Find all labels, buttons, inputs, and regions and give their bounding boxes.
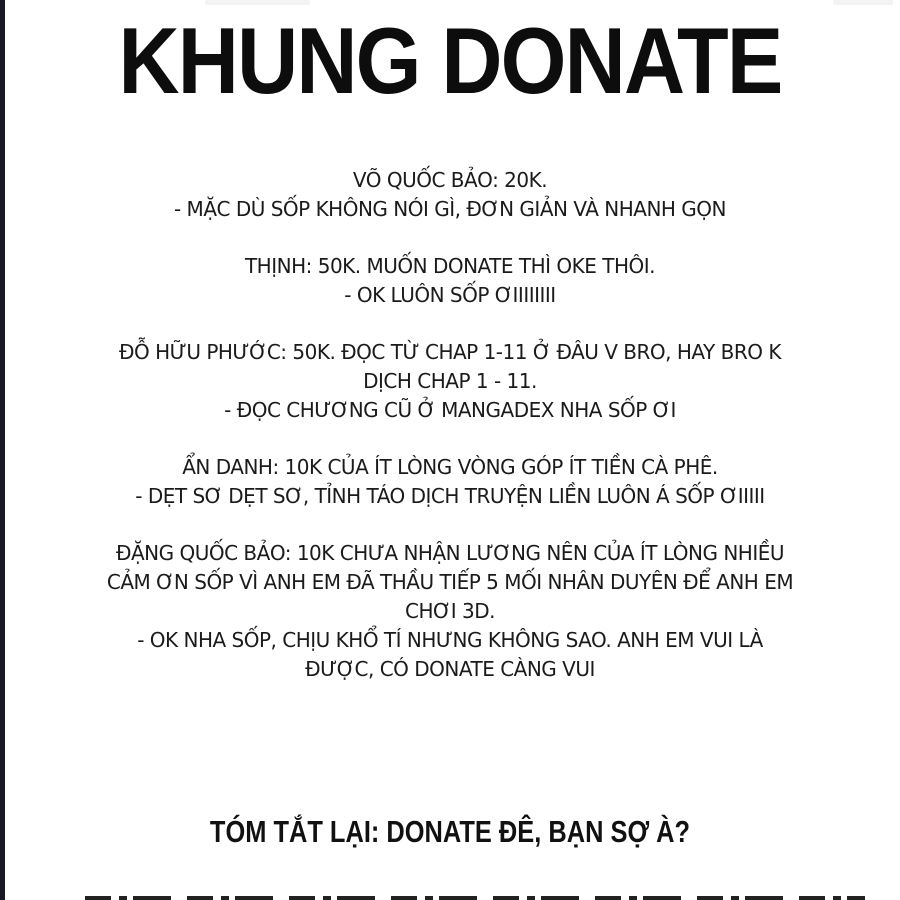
donation-list: [0, 166, 900, 684]
summary-line: TÓM TẮT LẠI: DONATE ĐÊ, BẠN SỢ À?: [209, 814, 691, 849]
donor-line: CẢM ƠN SỐP VÌ ANH EM ĐÃ THẦU TIẾP 5 MỐI NHÂN DUYÊN ĐỂ ANH EM: [106, 570, 794, 594]
donor-line: DỊCH CHAP 1 - 11.: [363, 369, 537, 393]
reply-line: - ĐỌC CHƯƠNG CŨ Ở MANGADEX NHA SỐP ƠI: [224, 398, 676, 422]
reply-line: - DẸT SƠ DẸT SƠ, TỈNH TÁO DỊCH TRUYỆN LIỀN LUÔN Á SỐP ƠIIIII: [135, 484, 765, 508]
reply-line: - MẶC DÙ SỐP KHÔNG NÓI GÌ, ĐƠN GIẢN VÀ NHANH GỌN: [173, 197, 727, 221]
donor-line: CHƠI 3D.: [404, 599, 495, 623]
donor-line: THỊNH: 50K. MUỐN DONATE THÌ OKE THÔI.: [244, 254, 656, 278]
donor-line: ĐỖ HỮU PHƯỚC: 50K. ĐỌC TỪ CHAP 1-11 Ở ĐÂU V BRO, HAY BRO K: [119, 340, 781, 364]
reply-line: - OK LUÔN SỐP ƠIIIIIIII: [344, 283, 556, 307]
donor-line: VÕ QUỐC BẢO: 20K.: [352, 168, 548, 192]
donation-entry: [0, 338, 900, 425]
donor-line: ẨN DANH: 10K CỦA ÍT LÒNG VÒNG GÓP ÍT TIỀN CÀ PHÊ.: [182, 455, 718, 479]
donation-entry: [0, 252, 900, 310]
donation-entry: [0, 166, 900, 224]
donor-line: ĐẶNG QUỐC BẢO: 10K CHƯA NHẬN LƯƠNG NÊN CỦA ÍT LÒNG NHIỀU: [115, 541, 785, 565]
reply-line: ĐƯỢC, CÓ DONATE CÀNG VUI: [305, 657, 595, 681]
page-title: KHUNG DONATE: [118, 8, 782, 113]
cropped-top-text-remnant: [205, 0, 310, 5]
donation-entry: [0, 453, 900, 511]
reply-line: - OK NHA SỐP, CHỊU KHỔ TÍ NHƯNG KHÔNG SAO. ANH EM VUI LÀ: [137, 628, 763, 652]
cropped-top-text-remnant: [833, 0, 893, 5]
cropped-bottom-text-remnant: [85, 896, 865, 900]
donation-entry: [0, 539, 900, 684]
